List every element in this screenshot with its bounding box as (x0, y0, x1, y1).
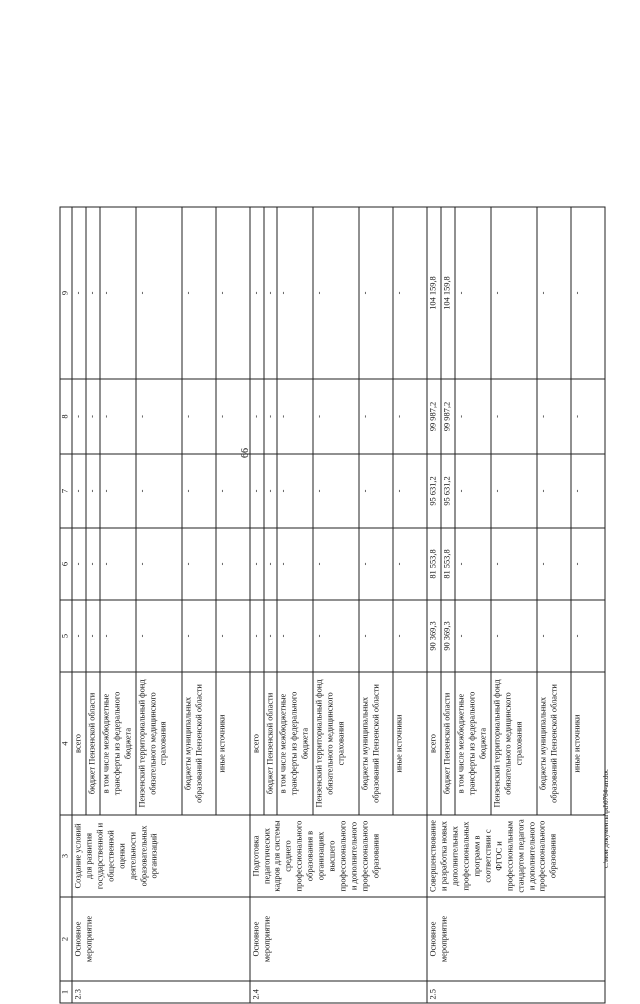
value-cell-v8: - (359, 379, 393, 454)
value-cell-v5: - (136, 600, 182, 672)
value-cell-v6: - (136, 528, 182, 600)
item-type: Основное мероприятие (72, 897, 250, 981)
value-cell-v9: - (277, 207, 313, 379)
item-type: Основное мероприятие (250, 897, 428, 981)
table-row (250, 207, 264, 1003)
value-cell-v9: - (455, 207, 491, 379)
value-cell-v8: - (537, 379, 571, 454)
value-cell-v9: - (313, 207, 359, 379)
value-cell-v7: - (72, 454, 86, 528)
funding-source: бюджеты муниципальных образований Пензенской области (537, 672, 571, 815)
value-cell-v7: - (571, 454, 605, 528)
column-header: 5 (60, 600, 72, 672)
value-cell-v9: - (216, 207, 250, 379)
value-cell-v7: - (216, 454, 250, 528)
funding-source: всего (72, 672, 86, 815)
value-cell-v5: 90 369,3 (427, 600, 441, 672)
value-cell-v6: - (100, 528, 136, 600)
funding-source: бюджет Пензенской области (264, 672, 278, 815)
value-cell-v5: - (264, 600, 278, 672)
value-cell-v6: - (313, 528, 359, 600)
column-header: 4 (60, 672, 72, 815)
funding-source: в том числе межбюджетные трансферты из федерального бюджета (100, 672, 136, 815)
value-cell-v5: - (359, 600, 393, 672)
value-cell-v8: - (216, 379, 250, 454)
value-cell-v9: - (86, 207, 100, 379)
funding-source: в том числе межбюджетные трансферты из федерального бюджета (455, 672, 491, 815)
value-cell-v8: - (393, 379, 427, 454)
value-cell-v6: - (359, 528, 393, 600)
value-cell-v6: - (216, 528, 250, 600)
value-cell-v9: - (359, 207, 393, 379)
value-cell-v8: - (182, 379, 216, 454)
value-cell-v7: - (100, 454, 136, 528)
funding-source: в том числе межбюджетные трансферты из федерального бюджета (277, 672, 313, 815)
funding-source: Пензенский территориальный фонд обязательного медицинского страхования (491, 672, 537, 815)
value-cell-v5: - (393, 600, 427, 672)
item-type: Основное мероприятие (427, 897, 605, 981)
value-cell-v5: - (250, 600, 264, 672)
value-cell-v8: - (72, 379, 86, 454)
finance-table-container (60, 208, 585, 1004)
value-cell-v6: - (86, 528, 100, 600)
value-cell-v9: - (100, 207, 136, 379)
value-cell-v6: - (537, 528, 571, 600)
value-cell-v7: 95 631,2 (441, 454, 455, 528)
value-cell-v5: - (313, 600, 359, 672)
value-cell-v6: - (182, 528, 216, 600)
value-cell-v5: - (182, 600, 216, 672)
column-header: 7 (60, 454, 72, 528)
value-cell-v6: - (250, 528, 264, 600)
value-cell-v7: - (182, 454, 216, 528)
funding-source: всего (250, 672, 264, 815)
value-cell-v6: - (455, 528, 491, 600)
value-cell-v6: 81 553,8 (427, 528, 441, 600)
value-cell-v9: - (136, 207, 182, 379)
value-cell-v7: 95 631,2 (427, 454, 441, 528)
value-cell-v8: 99 987,2 (427, 379, 441, 454)
column-header: 6 (60, 528, 72, 600)
value-cell-v5: - (86, 600, 100, 672)
table-row (72, 207, 86, 1003)
column-header: 9 (60, 207, 72, 379)
item-number: 2.3 (72, 981, 250, 1003)
value-cell-v8: - (455, 379, 491, 454)
value-cell-v7: - (491, 454, 537, 528)
item-name: Создание условий для развития государственной и общественной оценки деятельности образовательных организаций (72, 815, 250, 897)
item-number: 2.5 (427, 981, 605, 1003)
value-cell-v6: - (393, 528, 427, 600)
table-row (427, 207, 441, 1003)
value-cell-v5: - (277, 600, 313, 672)
value-cell-v7: - (537, 454, 571, 528)
value-cell-v7: - (136, 454, 182, 528)
value-cell-v6: - (277, 528, 313, 600)
funding-source: бюджеты муниципальных образований Пензенской области (182, 672, 216, 815)
value-cell-v7: - (264, 454, 278, 528)
value-cell-v6: 81 553,8 (441, 528, 455, 600)
value-cell-v5: - (455, 600, 491, 672)
value-cell-v9: - (571, 207, 605, 379)
value-cell-v7: - (313, 454, 359, 528)
value-cell-v5: - (72, 600, 86, 672)
funding-source: Пензенский территориальный фонд обязательного медицинского страхования (313, 672, 359, 815)
value-cell-v8: - (264, 379, 278, 454)
value-cell-v9: - (393, 207, 427, 379)
item-name: Совершенствование и разработка новых дополнительных профессиональных программ в соответствии с ФГОС и профессиональным стандартом педагога и дополнительного профессионального образования (427, 815, 605, 897)
column-header: 2 (60, 897, 72, 981)
value-cell-v9: - (537, 207, 571, 379)
value-cell-v5: - (100, 600, 136, 672)
funding-source: бюджет Пензенской области (86, 672, 100, 815)
footer-file-path: c:\мои документы\pd\0764-ап.doc (602, 768, 610, 868)
value-cell-v9: - (264, 207, 278, 379)
value-cell-v5: - (537, 600, 571, 672)
value-cell-v7: - (393, 454, 427, 528)
value-cell-v5: 90 369,3 (441, 600, 455, 672)
value-cell-v9: - (491, 207, 537, 379)
page-number: 66 (240, 448, 251, 458)
item-number: 2.4 (250, 981, 428, 1003)
value-cell-v5: - (571, 600, 605, 672)
column-header: 3 (60, 815, 72, 897)
value-cell-v5: - (216, 600, 250, 672)
funding-source: бюджет Пензенской области (441, 672, 455, 815)
funding-source: иные источники (571, 672, 605, 815)
funding-source: иные источники (393, 672, 427, 815)
value-cell-v7: - (86, 454, 100, 528)
funding-source: бюджеты муниципальных образований Пензенской области (359, 672, 393, 815)
value-cell-v8: - (313, 379, 359, 454)
column-number-header-row (60, 207, 72, 1003)
value-cell-v8: - (491, 379, 537, 454)
value-cell-v9: 104 159,8 (441, 207, 455, 379)
funding-source: Пензенский территориальный фонд обязательного медицинского страхования (136, 672, 182, 815)
value-cell-v8: - (571, 379, 605, 454)
value-cell-v7: - (455, 454, 491, 528)
value-cell-v7: - (250, 454, 264, 528)
value-cell-v9: 104 159,8 (427, 207, 441, 379)
value-cell-v6: - (72, 528, 86, 600)
value-cell-v7: - (359, 454, 393, 528)
value-cell-v8: - (250, 379, 264, 454)
value-cell-v8: - (277, 379, 313, 454)
item-name: Подготовка педагогических кадров для системы среднего профессионального образования в организациях высшего профессионального и дополнительного профессионального образования (250, 815, 428, 897)
value-cell-v6: - (491, 528, 537, 600)
value-cell-v7: - (277, 454, 313, 528)
value-cell-v5: - (491, 600, 537, 672)
table-body (72, 207, 605, 1003)
value-cell-v9: - (182, 207, 216, 379)
value-cell-v9: - (72, 207, 86, 379)
funding-source: иные источники (216, 672, 250, 815)
column-header: 8 (60, 379, 72, 454)
finance-table (60, 207, 606, 1004)
funding-source: всего (427, 672, 441, 815)
value-cell-v8: - (100, 379, 136, 454)
value-cell-v8: - (136, 379, 182, 454)
value-cell-v6: - (571, 528, 605, 600)
column-header: 1 (60, 981, 72, 1003)
value-cell-v6: - (264, 528, 278, 600)
value-cell-v8: 99 987,2 (441, 379, 455, 454)
value-cell-v9: - (250, 207, 264, 379)
value-cell-v8: - (86, 379, 100, 454)
